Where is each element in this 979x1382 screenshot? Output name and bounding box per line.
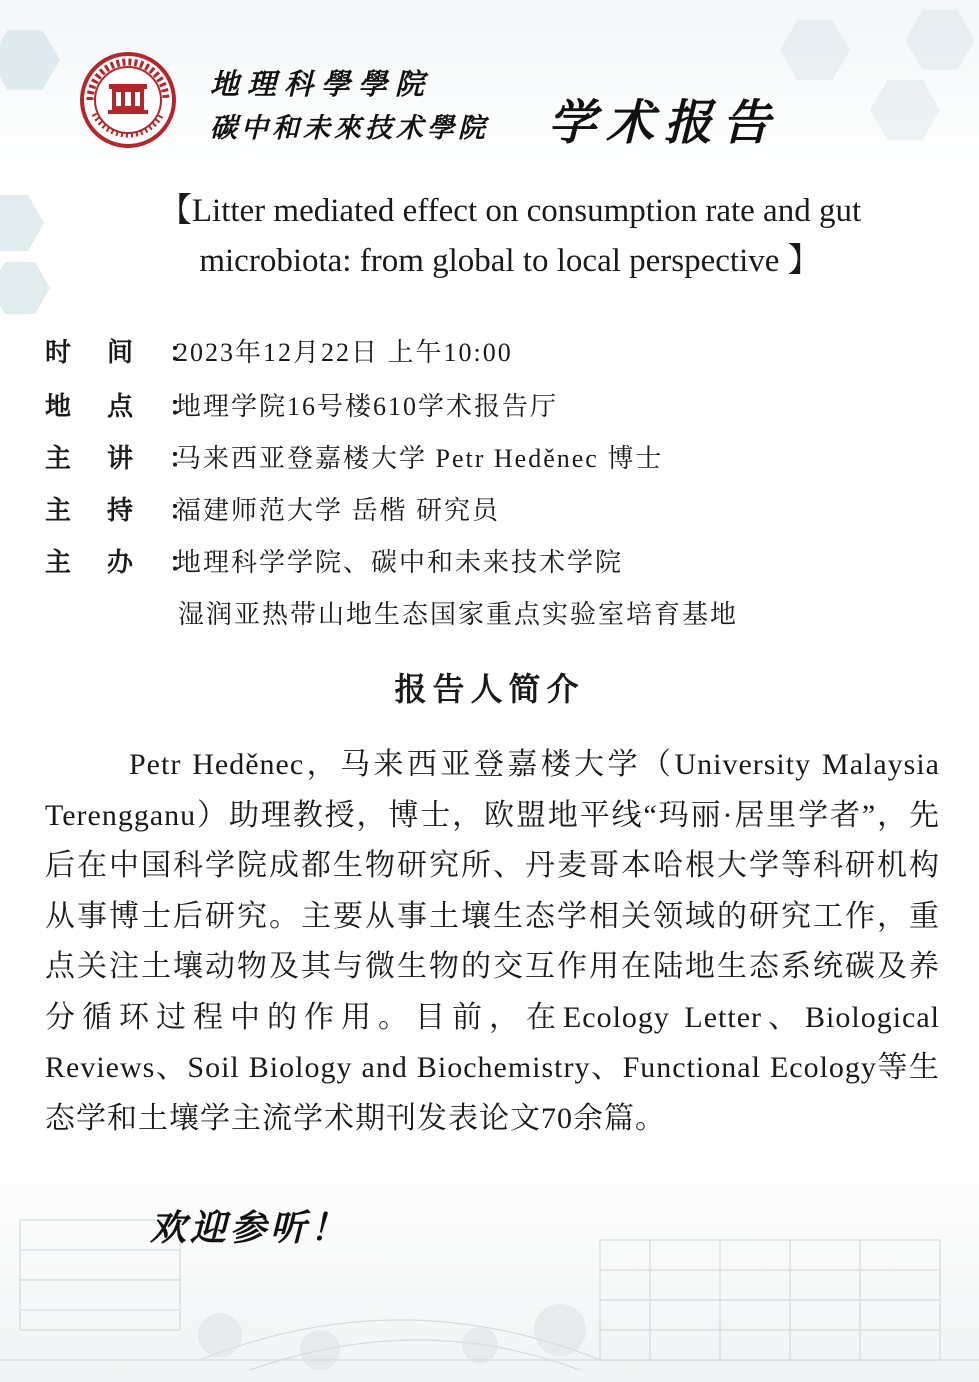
speaker-value: 马来西亚登嘉楼大学 Petr Heděnec 博士: [175, 444, 664, 473]
hexagon-decoration: [0, 195, 44, 251]
organizer-row: [45, 542, 623, 579]
hexagon-decoration: [0, 262, 50, 314]
time-row: [45, 332, 513, 369]
speaker-row: [45, 438, 663, 475]
host-value: 福建师范大学 岳楷 研究员: [175, 496, 501, 525]
hexagon-decoration: [780, 20, 850, 80]
speaker-bio-text: Petr Heděnec，马来西亚登嘉楼大学（University Malaysia Terengganu）助理教授，博士，欧盟地平线“玛丽·居里学者”，先后在中国科学院成都生物研究所、丹麦哥本哈根大学等科研机构从事博士后研究。主要从事土壤生态学相关领域的研究工作，重点关注土壤动物及其与微生物的交互作用在陆地生态系统碳及养分循环过程中的作用。目前，在Ecology Letter、Biological Reviews、Soil Biology and Biochemistry、Functional Ecology等生态学和土壤学主流学术期刊发表论文70余篇。: [45, 748, 940, 1135]
speaker-label: 主讲：: [45, 444, 232, 474]
place-value: 地理学院16号楼610学术报告厅: [175, 392, 559, 421]
hexagon-decoration: [870, 80, 940, 140]
host-label: 主持：: [45, 496, 232, 526]
speaker-bio-heading: 报告人简介: [394, 670, 585, 708]
hexagon-decoration: [905, 10, 975, 70]
institute-name-line2: 碳中和未來技术學院: [210, 113, 489, 144]
time-label: 时间：: [45, 338, 232, 368]
university-seal-logo: [80, 52, 176, 148]
time-value: 2023年12月22日 上午10:00: [175, 338, 513, 367]
campus-sketch-decoration: [0, 1160, 979, 1382]
organizer-value: 地理科学学院、碳中和未来技术学院: [175, 548, 624, 577]
institute-name-line1: 地理科學學院: [210, 67, 433, 101]
organizer-label: 主办：: [45, 548, 232, 578]
host-row: [45, 490, 500, 527]
welcome-message: 欢迎参听！: [150, 1207, 351, 1249]
organizer-value-line2: 湿润亚热带山地生态国家重点实验室培育基地: [178, 600, 739, 630]
place-label: 地点：: [45, 392, 232, 422]
report-title: 【Litter mediated effect on consumption rate and gut microbiota: from global to local perspective 】: [158, 193, 862, 279]
academic-report-label: 学术报告: [548, 95, 781, 151]
hexagon-decoration: [0, 30, 60, 90]
place-row: [45, 386, 558, 423]
